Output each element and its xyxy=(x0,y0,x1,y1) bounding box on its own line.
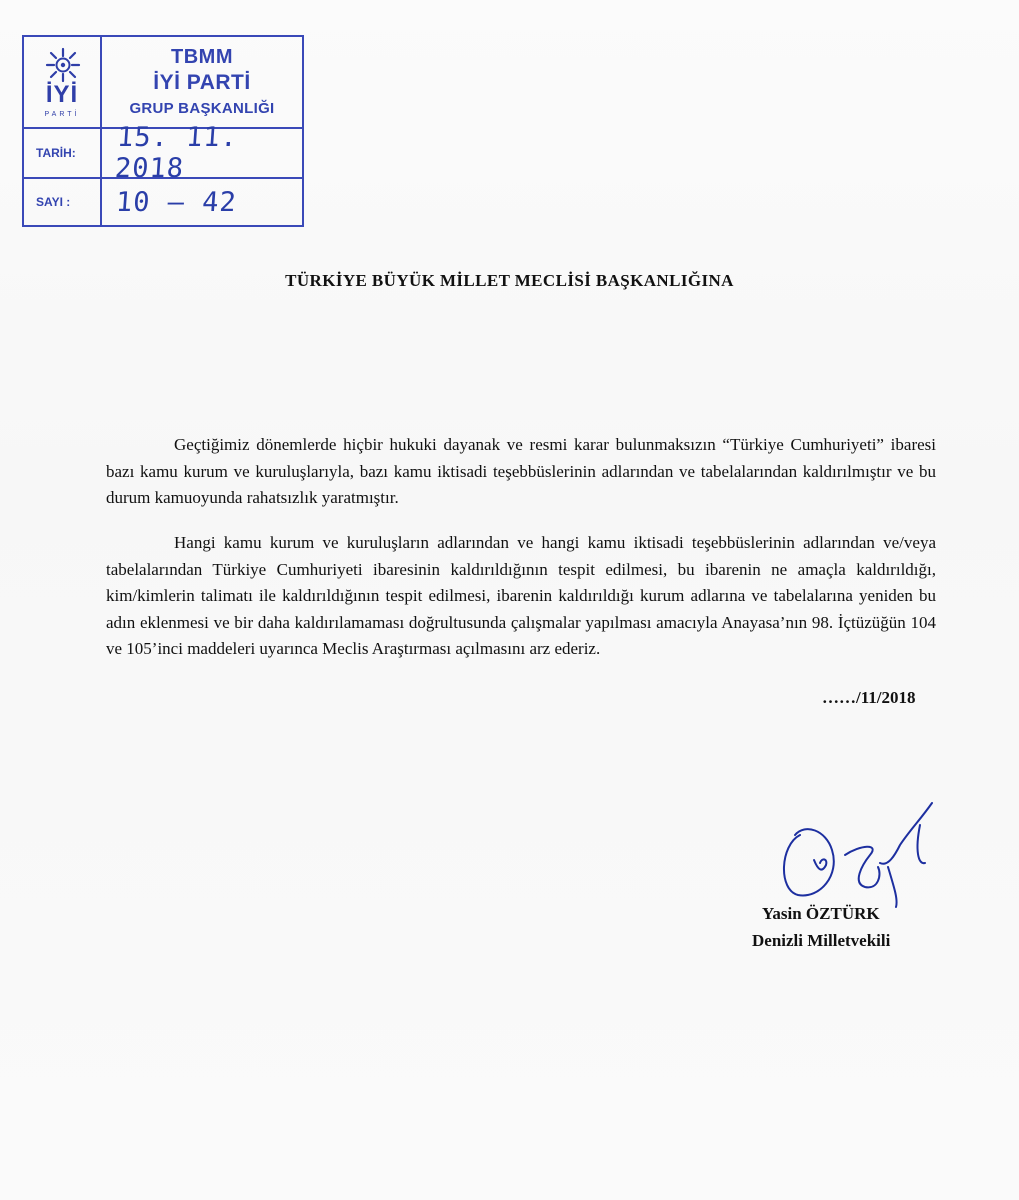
logo-sub-text: PARTİ xyxy=(44,111,80,118)
stamp-title-group: GRUP BAŞKANLIĞI xyxy=(129,100,275,117)
page-title: TÜRKİYE BÜYÜK MİLLET MECLİSİ BAŞKANLIĞINA xyxy=(285,271,734,290)
party-stamp xyxy=(22,35,304,227)
paragraph-2-text: Hangi kamu kurum ve kuruluşların adlarından ve hangi kamu iktisadi teşebbüslerinin adlarından ve/veya tabelalarından Türkiye Cumhuriyeti ibaresinin kaldırıldığının tespit edilmesi, bu ibarenin ne amaçla kaldırıldığı, kim/kimlerin talimatı ile kaldırıldığının tespit edilmesi, ibarenin kaldırıldığı kurum adlarına ve tabelalarına yeniden bu adın eklenmesi ve bir daha kaldırılamaması doğrultusunda çalışmalar yapılması amacıyla Anayasa’nın 98. İçtüzüğün 104 ve 105’inci maddeleri uyarınca Meclis Araştırması açılmasını arz ederiz. xyxy=(106,533,936,658)
signer-name: Yasin ÖZTÜRK xyxy=(762,904,880,923)
stamp-date-value: 15. 11. 2018 xyxy=(113,122,239,184)
logo-brand-text: İYİ xyxy=(45,81,79,108)
stamp-title-party: İYİ PARTİ xyxy=(153,71,251,94)
stamp-number-value: 10 – 42 xyxy=(114,186,238,218)
body-paragraph-2 xyxy=(106,530,936,663)
stamp-title-tbmm: TBMM xyxy=(171,46,233,68)
body-paragraph-1 xyxy=(106,432,936,512)
stamp-number-row xyxy=(24,179,302,225)
party-logo xyxy=(24,37,102,129)
stamp-number-label: SAYI : xyxy=(24,179,102,225)
document-date: ……/11/2018 xyxy=(822,688,916,707)
paragraph-1-text: Geçtiğimiz dönemlerde hiçbir hukuki dayanak ve resmi karar bulunmaksızın “Türkiye Cumhuriyeti” ibaresi bazı kamu kurum ve kuruluşlarıyla, bazı kamu iktisadi teşebbüslerinin adlarından ve tabelalarından kaldırılmıştır ve bu durum kamuoyunda rahatsızlık yaratmıştır. xyxy=(106,435,936,507)
stamp-date-row xyxy=(24,122,302,184)
handwritten-signature xyxy=(770,795,950,910)
stamp-title xyxy=(102,37,302,129)
signer-title: Denizli Milletvekili xyxy=(752,931,891,950)
stamp-date-label: TARİH: xyxy=(24,129,102,177)
sun-icon xyxy=(42,45,84,85)
